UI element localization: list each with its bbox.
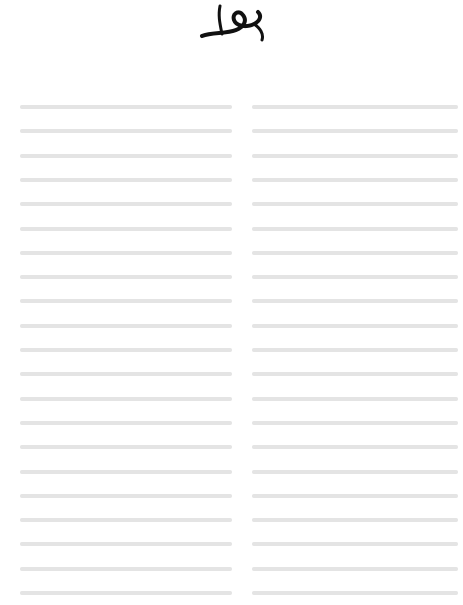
verse-line (246, 240, 458, 260)
verse-line (14, 580, 232, 600)
verse-line (14, 264, 232, 284)
title-calligraphy-graphic (196, 0, 268, 44)
verse-line (14, 94, 232, 114)
verse-line (246, 94, 458, 114)
verse-line (14, 434, 232, 454)
verse-line (14, 337, 232, 357)
verse-line (246, 483, 458, 503)
verse-line (246, 264, 458, 284)
verse-line (246, 531, 458, 551)
verse-line (246, 118, 458, 138)
verse-line (14, 167, 232, 187)
verse-line (14, 191, 232, 211)
verse-line (246, 361, 458, 381)
verse-line (14, 386, 232, 406)
verse-line (246, 191, 458, 211)
verse-line (14, 459, 232, 479)
verse-line (246, 434, 458, 454)
page-title-calligraphy (196, 0, 268, 44)
verse-line (246, 313, 458, 333)
verse-line (14, 556, 232, 576)
verse-line (246, 143, 458, 163)
verse-line (246, 386, 458, 406)
verse-line (246, 288, 458, 308)
verse-line (14, 288, 232, 308)
verse-line (14, 410, 232, 430)
verse-line (246, 216, 458, 236)
verse-line (246, 410, 458, 430)
verse-line (14, 531, 232, 551)
verse-line (246, 556, 458, 576)
verse-column-left (14, 94, 232, 600)
verse-line (246, 580, 458, 600)
verse-line (246, 507, 458, 527)
verse-line (14, 507, 232, 527)
verse-line (14, 240, 232, 260)
verse-line (246, 337, 458, 357)
verse-line (14, 313, 232, 333)
verse-line (14, 143, 232, 163)
verse-line (14, 216, 232, 236)
verse-line (246, 167, 458, 187)
verse-line (14, 483, 232, 503)
verse-line (14, 361, 232, 381)
verse-line (14, 118, 232, 138)
verse-line (246, 459, 458, 479)
verse-column-right (246, 94, 458, 600)
